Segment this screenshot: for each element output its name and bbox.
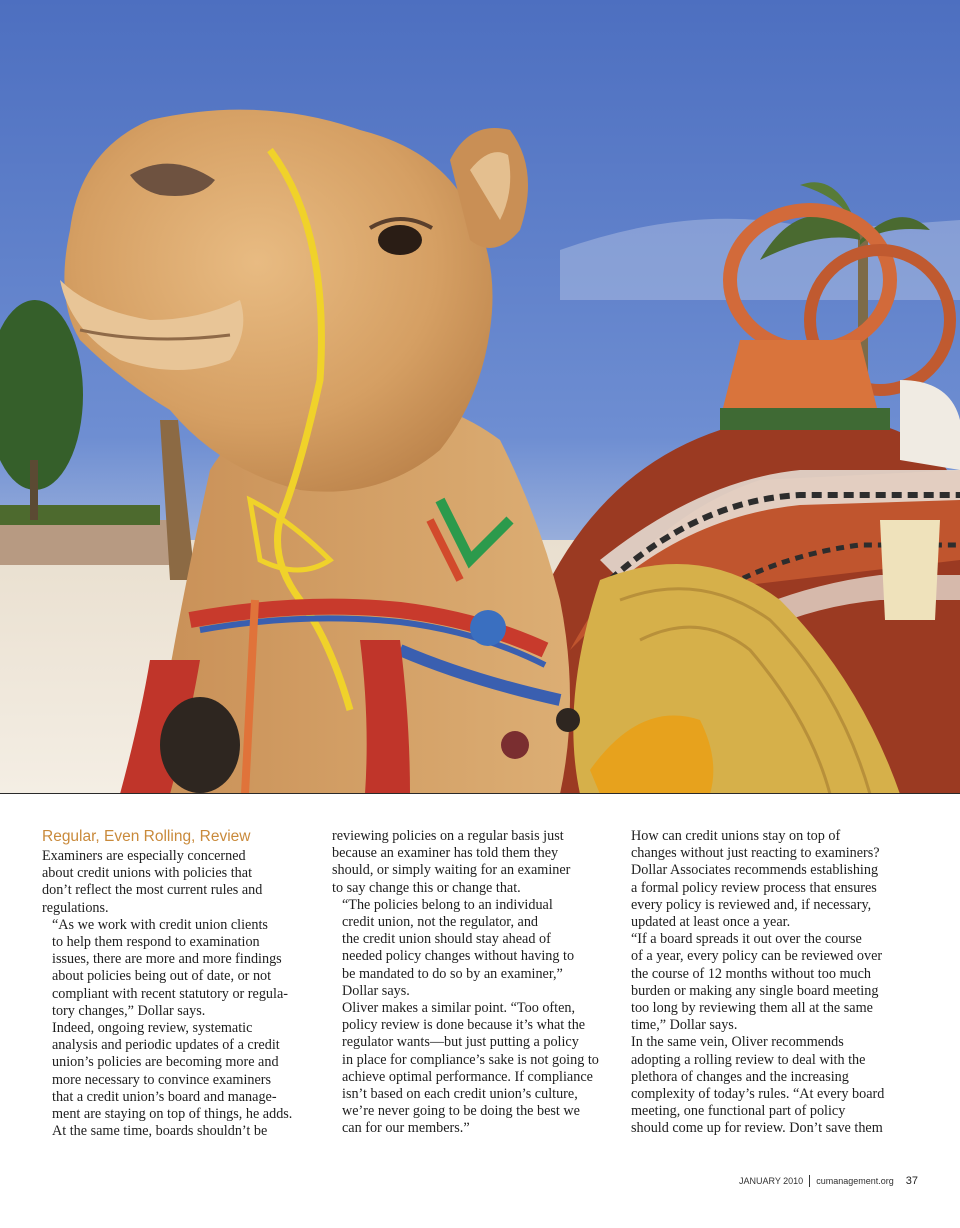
text-line: Indeed, ongoing review, systematic [52, 1020, 253, 1037]
text-line: credit union, not the regulator, and [342, 914, 539, 931]
text-line: changes without just reacting to examiners? [631, 845, 880, 862]
text-line: achieve optimal performance. If compliance [342, 1068, 593, 1085]
paragraph [332, 1000, 600, 1138]
text-line: because an examiner has told them they [332, 845, 559, 862]
text-line: In the same vein, Oliver recommends [631, 1034, 844, 1051]
text-line: in place for compliance’s sake is not going to [342, 1051, 599, 1068]
paragraph [42, 1020, 310, 1123]
text-line: tory changes,” Dollar says. [52, 1002, 206, 1019]
text-line: reviewing policies on a regular basis just [332, 828, 564, 844]
text-line: of a year, every policy can be reviewed over [631, 948, 883, 965]
article-column-1 [42, 828, 310, 1140]
column-3-body [621, 828, 889, 1138]
paragraph [332, 897, 600, 1000]
text-line: updated at least once a year. [631, 914, 791, 931]
text-line: be mandated to do so by an examiner,” [342, 965, 563, 982]
text-line: Dollar says. [342, 982, 410, 999]
footer-divider [809, 1175, 810, 1187]
article-column-2 [332, 828, 600, 1138]
text-line: should come up for review. Don’t save them [631, 1120, 883, 1137]
text-line: more necessary to convince examiners [52, 1071, 272, 1088]
text-line: the course of 12 months without too much [631, 965, 871, 982]
paragraph [621, 828, 889, 931]
paragraph [42, 917, 310, 1020]
text-line: At the same time, boards shouldn’t be [52, 1123, 268, 1140]
text-line: can for our members.” [342, 1120, 470, 1137]
text-line: adopting a rolling review to deal with the [631, 1051, 866, 1068]
page-number: 37 [905, 1175, 918, 1187]
text-line: compliant with recent statutory or regula- [52, 985, 288, 1002]
page-footer [739, 1175, 918, 1187]
text-line: too long by reviewing them all at the same [631, 1000, 873, 1017]
paragraph [621, 1034, 889, 1137]
column-1-body [42, 848, 310, 1140]
text-line: analysis and periodic updates of a credit [52, 1037, 280, 1054]
text-line: Examiners are especially concerned [42, 848, 246, 864]
text-line: policy review is done because it’s what the [342, 1017, 586, 1034]
text-line: to help them respond to examination [52, 934, 260, 951]
text-line: complexity of today’s rules. “At every board [631, 1086, 885, 1103]
text-line: time,” Dollar says. [631, 1017, 738, 1034]
text-line: needed policy changes without having to [342, 948, 575, 965]
text-line: meeting, one functional part of policy [631, 1103, 846, 1120]
paragraph [332, 828, 600, 897]
text-line: we’re never going to be doing the best we [342, 1103, 580, 1120]
text-line: to say change this or change that. [332, 879, 521, 896]
text-line: about policies being out of date, or not [52, 968, 272, 985]
paragraph [621, 931, 889, 1034]
text-line: How can credit unions stay on top of [631, 828, 841, 844]
text-line: issues, there are more and more findings [52, 951, 282, 968]
text-line: Oliver makes a similar point. “Too often, [342, 1000, 576, 1017]
text-line: every policy is reviewed and, if necessary, [631, 896, 872, 913]
photo-bottom-rule [0, 793, 960, 794]
text-line: union’s policies are becoming more and [52, 1054, 279, 1071]
text-line: that a credit union’s board and manage- [52, 1088, 277, 1105]
paragraph [42, 848, 310, 917]
text-line: Dollar Associates recommends establishing [631, 862, 879, 879]
text-line: don’t reflect the most current rules and [42, 882, 263, 899]
text-line: “The policies belong to an individual [342, 896, 553, 913]
text-line: “If a board spreads it out over the course [631, 931, 862, 948]
section-subhead: Regular, Even Rolling, Review [42, 828, 251, 845]
text-line: a formal policy review process that ensures [631, 879, 877, 896]
site-url: cumanagement.org [816, 1176, 894, 1186]
text-line: isn’t based on each credit union’s culture, [342, 1086, 578, 1103]
text-line: about credit unions with policies that [42, 865, 253, 882]
column-2-body [332, 828, 600, 1138]
text-line: should, or simply waiting for an examiner [332, 862, 571, 879]
issue-date: JANUARY 2010 [738, 1176, 804, 1186]
text-line: plethora of changes and the increasing [631, 1068, 849, 1085]
text-line: regulator wants—but just putting a policy [342, 1034, 579, 1051]
text-line: “As we work with credit union clients [52, 916, 268, 933]
text-line: burden or making any single board meeting [631, 982, 879, 999]
text-line: ment are staying on top of things, he adds. [52, 1106, 293, 1123]
text-line: regulations. [42, 899, 109, 916]
text-line: the credit union should stay ahead of [342, 931, 551, 948]
paragraph [42, 1123, 310, 1140]
article-column-3 [621, 828, 889, 1138]
